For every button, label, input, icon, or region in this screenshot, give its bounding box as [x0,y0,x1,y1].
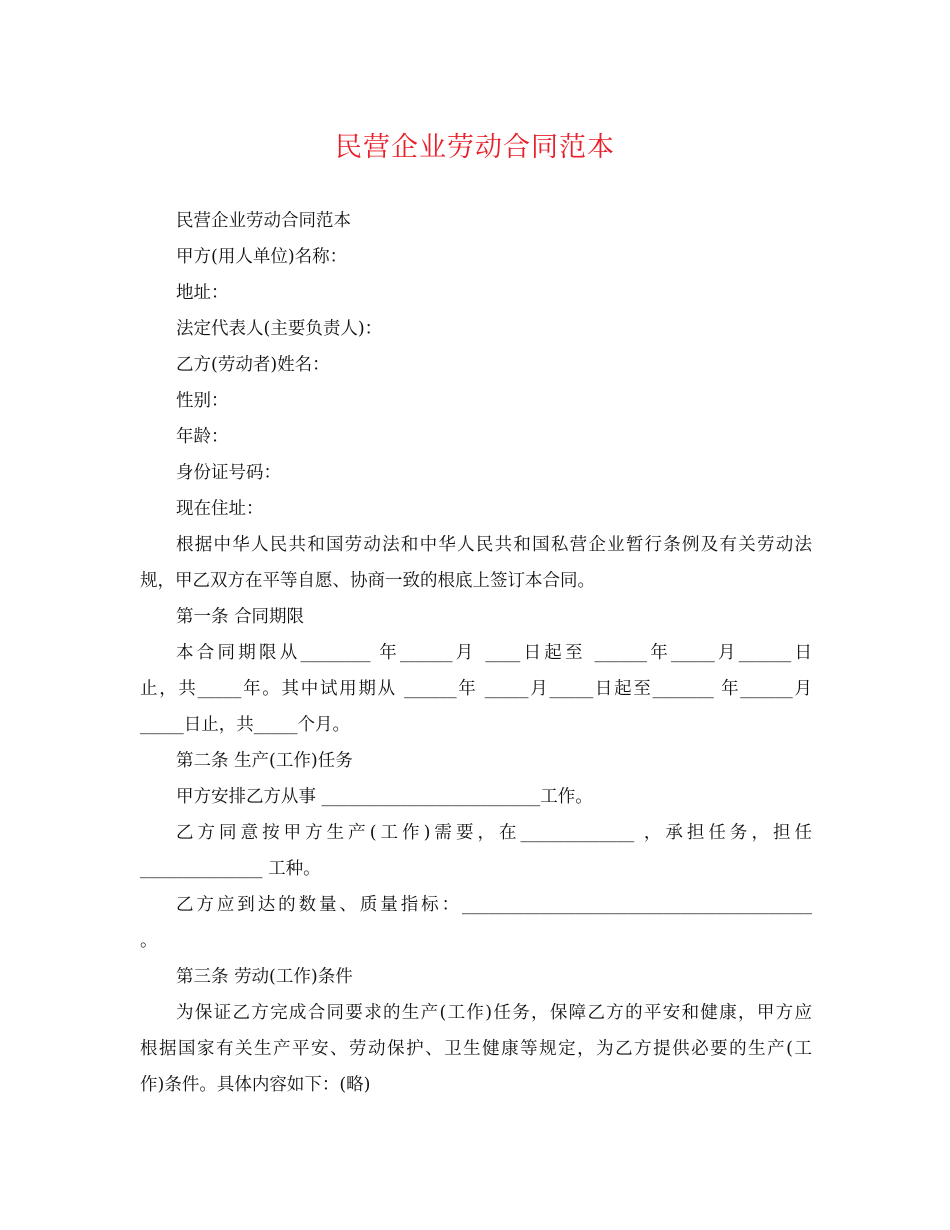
paragraph-current-address: 现在住址： [176,499,264,519]
article-1-body [140,635,812,743]
paragraph-contract-heading: 民营企业劳动合同范本 [176,211,351,231]
text-line: ______________ 工种。 [140,859,321,879]
paragraph-gender: 性别： [176,391,229,411]
article-2-title: 第二条 生产(工作)任务 [176,751,353,771]
article-3-body [140,995,812,1103]
text-line: 乙方同意按甲方生产(工作)需要，在_____________ ，承担任务，担任 [176,823,812,843]
document-body [140,203,812,1103]
paragraph-preamble [140,527,812,599]
article-2-assignment: 甲方安排乙方从事 _________________________工作。 [176,787,593,807]
paragraph-legal-representative: 法定代表人(主要负责人)： [176,319,383,339]
article-2-work-type [140,815,812,887]
text-line: 。 [140,931,158,951]
text-line: 乙方应到达的数量、质量指标：________________________________________ [176,895,812,915]
text-line: 根据国家有关生产平安、劳动保护、卫生健康等规定，为乙方提供必要的生产(工 [140,1039,812,1059]
text-line: 根据中华人民共和国劳动法和中华人民共和国私营企业暂行条例及有关劳动法 [176,535,812,555]
text-line: 本合同期限从________ 年______月 ____日起至 ______年_____月______日 [176,643,812,663]
paragraph-age: 年龄： [176,427,229,447]
article-1-title: 第一条 合同期限 [176,607,305,627]
text-line: 规，甲乙双方在平等自愿、协商一致的根底上签订本合同。 [140,571,595,591]
paragraph-party-b-name: 乙方(劳动者)姓名： [176,355,330,375]
text-line: 作)条件。具体内容如下：(略) [140,1075,371,1095]
article-3-title: 第三条 劳动(工作)条件 [176,967,353,987]
text-line: 为保证乙方完成合同要求的生产(工作)任务，保障乙方的平安和健康，甲方应 [176,1003,812,1023]
article-2-quality-targets [140,887,812,959]
text-line: 止，共_____年。其中试用期从 ______年 _____月_____日起至_______ 年______月 [140,679,812,699]
paragraph-party-a-name: 甲方(用人单位)名称： [176,247,348,267]
document-title: 民营企业劳动合同范本 [335,132,615,163]
paragraph-address: 地址： [176,283,229,303]
paragraph-id-number: 身份证号码： [176,463,281,483]
text-line: _____日止，共_____个月。 [140,715,350,735]
